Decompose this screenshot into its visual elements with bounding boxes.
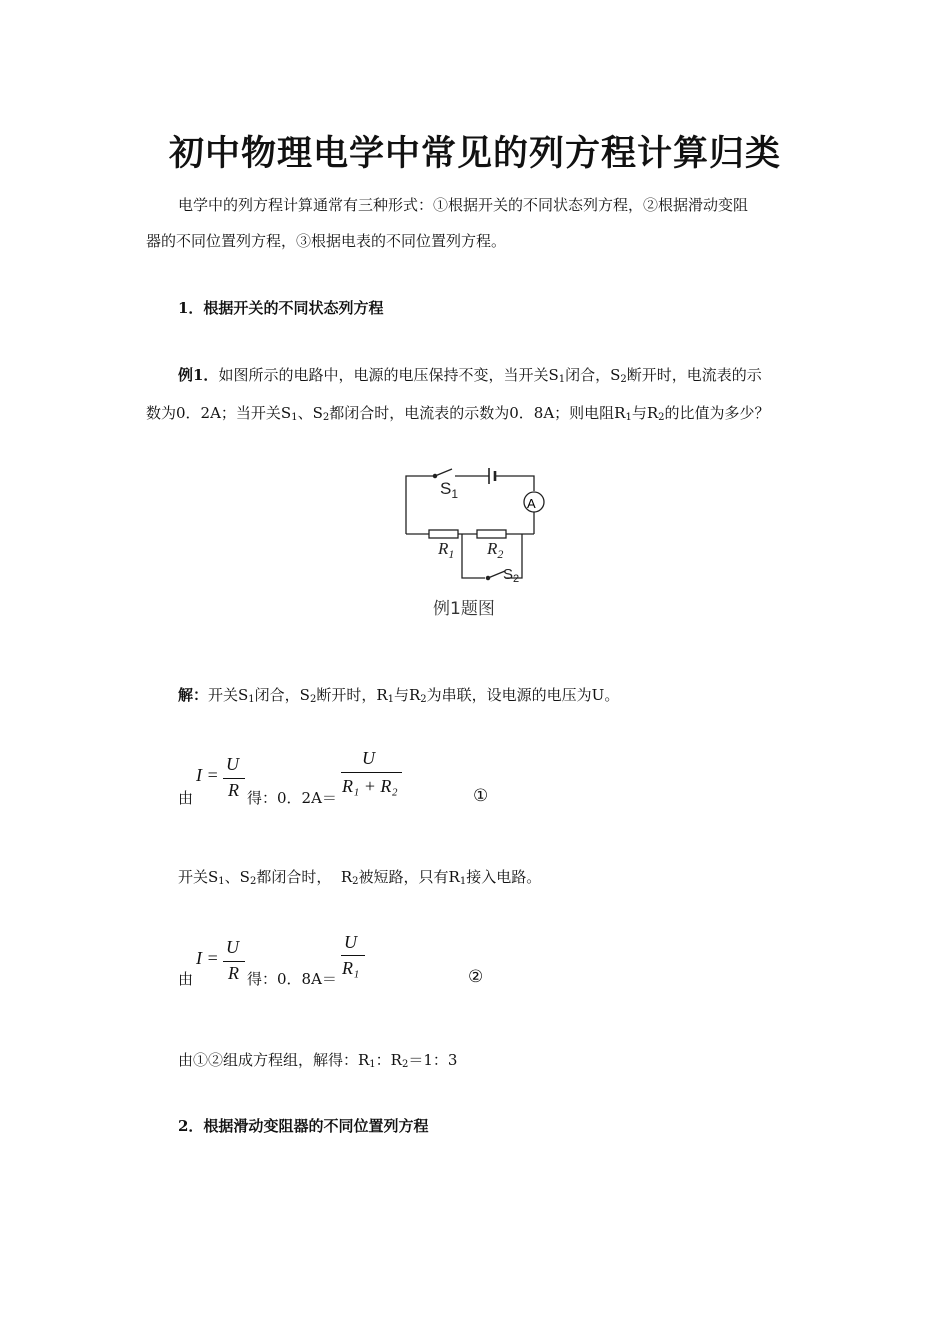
eq1-lhs: I = (196, 765, 219, 785)
eq1-rhs-denominator: R₁ + R₂ (342, 776, 398, 796)
eq1-prefix: 由 (178, 789, 194, 807)
solution-label: 解： (178, 686, 209, 704)
wire-top-left (406, 476, 435, 534)
r1-label: $R_1$ (438, 539, 455, 561)
wire-s2-left (462, 534, 485, 578)
example-label: 例1． (178, 366, 219, 384)
eq1-denominator: R (228, 780, 239, 800)
eq1-fraction-bar (223, 778, 245, 779)
result-line: 由①②组成方程组，解得：$R_1$：$R_2=1$：3 (178, 1051, 458, 1070)
switch-s1 (435, 469, 452, 476)
eq2-rhs-numerator: U (344, 932, 357, 952)
intro-line-1: 电学中的列方程计算通常有三种形式：①根据开关的不同状态列方程，②根据滑动变阻 (178, 196, 749, 214)
eq2-fraction-bar (223, 961, 245, 962)
circuit-diagram (395, 460, 555, 590)
eq2-mark: ② (468, 967, 484, 987)
resistor-r1 (429, 530, 458, 538)
eq1-rhs-fraction-bar (341, 772, 402, 773)
section-2-heading: 2．根据滑动变阻器的不同位置列方程 (178, 1117, 429, 1135)
s2-label: $S_2$ (503, 566, 520, 585)
s1-label: $S_1$ (440, 479, 459, 501)
eq1-middle: 得：0．2A＝ (247, 789, 337, 807)
figure-caption: 例1题图 (433, 599, 495, 619)
wire-top-right (495, 476, 534, 491)
section-1-heading: 1．根据开关的不同状态列方程 (178, 299, 384, 317)
example-1-line-1: 例1．如图所示的电路中，电源的电压保持不变，当开关$S_1$闭合，$S_2$断开时，电流表的示 (178, 366, 762, 385)
eq2-denominator: R (228, 963, 239, 983)
eq2-lhs: I = (196, 948, 219, 968)
eq2-rhs-fraction-bar (341, 955, 365, 956)
eq1-rhs-numerator: U (362, 748, 375, 768)
intro-line-2: 器的不同位置列方程，③根据电表的不同位置列方程。 (146, 232, 507, 250)
eq2-rhs-denominator: R₁ (342, 958, 360, 978)
eq2-numerator: U (226, 937, 239, 957)
page-title: 初中物理电学中常见的列方程计算归类 (168, 134, 781, 174)
eq2-prefix: 由 (178, 970, 194, 988)
switch-s1-pivot (433, 474, 436, 477)
ammeter-label: A (527, 496, 536, 511)
example-1-line-2: 数为0．2A；当开关$S_1$、$S_2$都闭合时，电流表的示数为0．8A；则电阻$R_1$与$R_2$的比值为多少？ (146, 404, 770, 423)
solution-line: 解：开关$S_1$闭合，$S_2$断开时，$R_1$与$R_2$为串联，设电源的电压为U。 (178, 686, 620, 705)
eq2-middle: 得：0．8A＝ (247, 970, 337, 988)
r2-label: $R_2$ (487, 539, 504, 561)
eq1-numerator: U (226, 754, 239, 774)
eq1-mark: ① (473, 786, 489, 806)
resistor-r2 (477, 530, 506, 538)
short-circuit-line: 开关$S_1$、$S_2$都闭合时， $R_2$被短路，只有$R_1$接入电路。 (178, 868, 542, 887)
switch-s2-pivot (486, 576, 489, 579)
